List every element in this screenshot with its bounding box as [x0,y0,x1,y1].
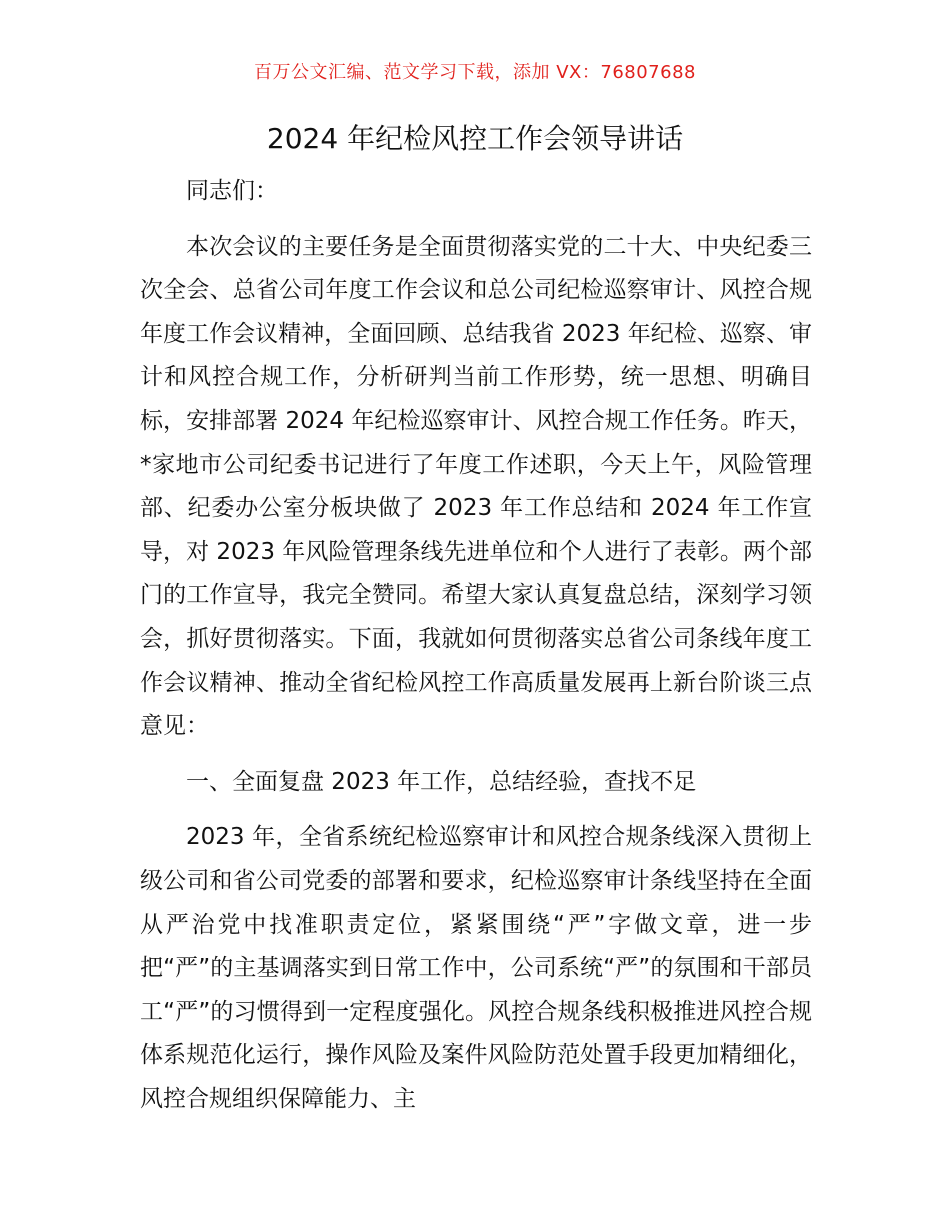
paragraph-1: 本次会议的主要任务是全面贯彻落实党的二十大、中央纪委三次全会、总省公司年度工作会议和总公司纪检巡察审计、风控合规年度工作会议精神，全面回顾、总结我省 2023 年纪检、巡察、审计和风控合规工作，分析研判当前工作形势，统一思想、明确目标，安排部署 2024 年纪检巡察审计、风控合规工作任务。昨天，*家地市公司纪委书记进行了年度工作述职，今天上午，风险管理部、纪委办公室分板块做了 2023 年工作总结和 2024 年工作宣导，对 2023 年风险管理条线先进单位和个人进行了表彰。两个部门的工作宣导，我完全赞同。希望大家认真复盘总结，深刻学习领会，抓好贯彻落实。下面，我就如何贯彻落实总省公司条线年度工作会议精神、推动全省纪检风控工作高质量发展再上新台阶谈三点意见： [140,233,812,740]
header-note: 百万公文汇编、范文学习下载，添加 VX：76807688 [254,62,696,83]
document-body [140,170,812,1133]
paragraph-2: 2023 年，全省系统纪检巡察审计和风控合规条线深入贯彻上级公司和省公司党委的部署和要求，纪检巡察审计条线坚持在全面从严治党中找准职责定位，紧紧围绕“严”字做文章，进一步把“严”的主基调落实到日常工作中，公司系统“严”的氛围和干部员工“严”的习惯得到一定程度强化。风控合规条线积极推进风控合规体系规范化运行，操作风险及案件风险防范处置手段更加精细化，风控合规组织保障能力、主 [140,824,812,1112]
salutation: 同志们： [186,178,278,204]
document-title: 2024 年纪检风控工作会领导讲话 [266,122,684,155]
section-1-heading: 一、全面复盘 2023 年工作，总结经验，查找不足 [186,768,697,795]
